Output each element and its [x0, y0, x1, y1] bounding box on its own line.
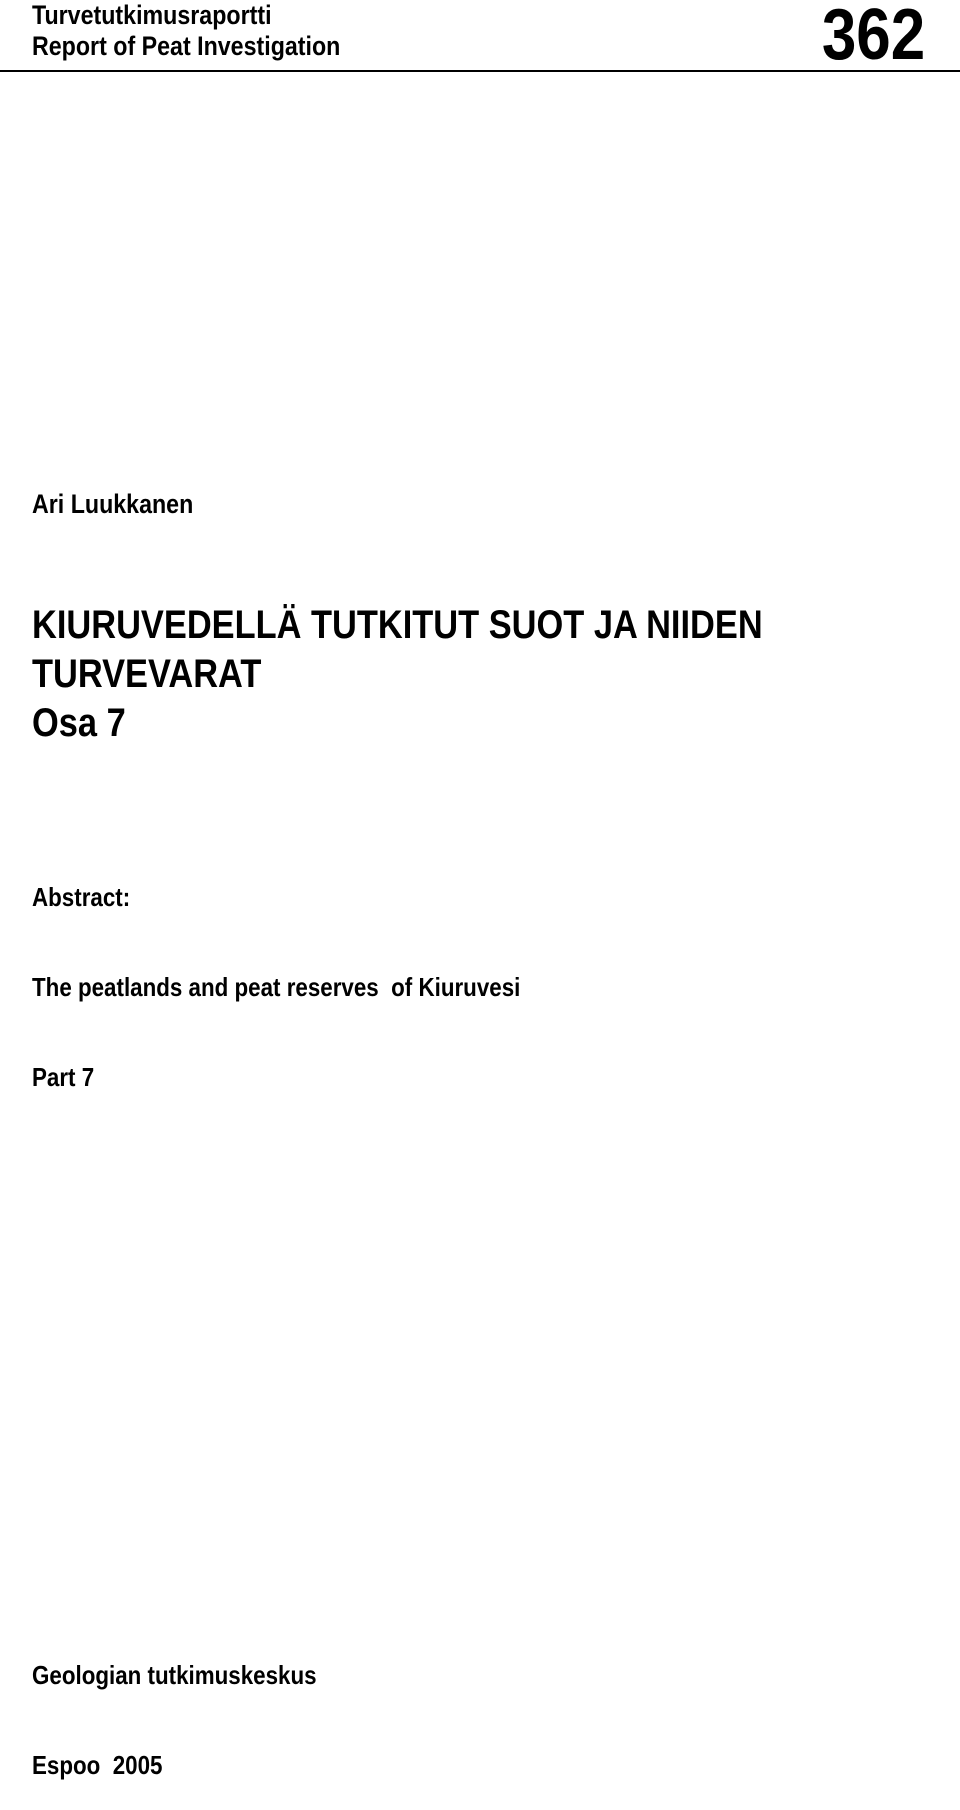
- abstract-section: [32, 822, 520, 1122]
- report-title: [32, 601, 763, 748]
- title-line-1: KIURUVEDELLÄ TUTKITUT SUOT JA NIIDEN: [32, 603, 763, 647]
- abstract-heading: Abstract:: [32, 882, 131, 912]
- author-name: Ari Luukkanen: [32, 489, 194, 519]
- title-line-2: TURVEVARAT: [32, 652, 262, 696]
- publisher-section: [32, 1600, 317, 1810]
- report-number: 362: [821, 0, 925, 75]
- title-part: Osa 7: [32, 701, 126, 745]
- series-name-finnish: Turvetutkimusraportti: [32, 0, 272, 30]
- report-header: [0, 0, 960, 75]
- abstract-part: Part 7: [32, 1062, 95, 1092]
- publisher-place-year: Espoo 2005: [32, 1750, 163, 1780]
- series-name-english: Report of Peat Investigation: [32, 31, 341, 61]
- abstract-title: The peatlands and peat reserves of Kiuruvesi: [32, 972, 521, 1002]
- publisher-name: Geologian tutkimuskeskus: [32, 1660, 317, 1690]
